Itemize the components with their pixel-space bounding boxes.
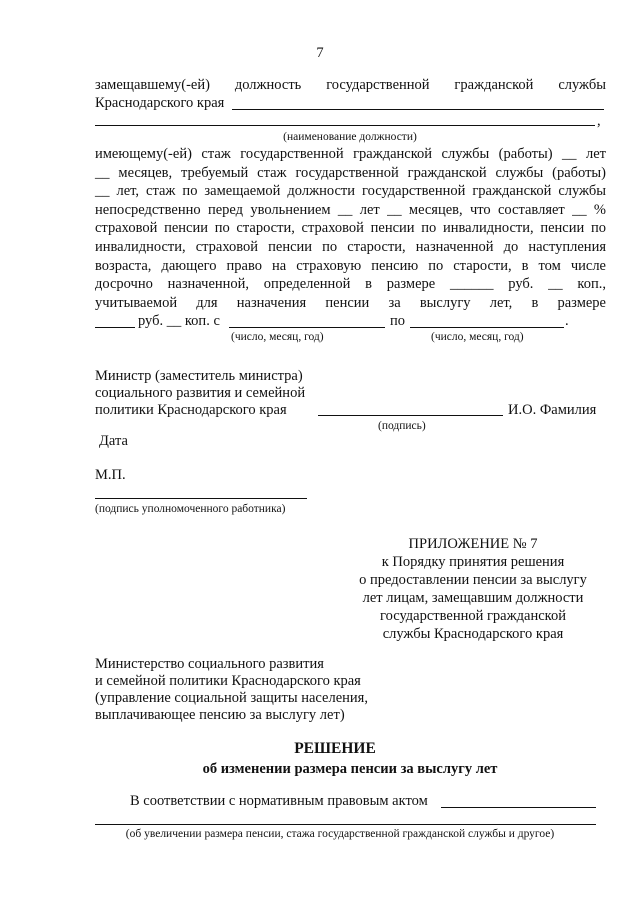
caption-date-to: (число, месяц, год) [431,331,524,343]
fill-line-legal-act-2 [95,824,596,825]
paragraph-line-8: досрочно назначенной, определенной в размере ______ руб. __ коп., [95,276,606,293]
appendix-line-4: государственной гражданской [380,608,566,624]
minister-line-2: социального развития и семейной [95,385,306,401]
ministry-line-2: и семейной политики Краснодарского края [95,673,361,689]
appendix-line-3: лет лицам, замещавшим должности [362,590,584,606]
stamp-label: М.П. [95,467,126,483]
paragraph-last-rub: руб. __ коп. с [138,313,220,329]
body-line-3-comma: , [597,113,601,129]
minister-line-3: политики Краснодарского края [95,402,287,418]
signature-line [318,415,503,416]
fill-line-legal-act-1 [441,807,596,808]
fill-line-date-from [229,327,385,328]
paragraph-line-7: возраста, дающего право на страховую пенсию по старости, в том числе [95,257,606,274]
decision-intro: В соответствии с нормативным правовым актом [130,793,428,809]
paragraph-last-po: по [390,313,406,329]
appendix-line-2: о предоставлении пенсии за выслугу [359,572,587,588]
decision-title: РЕШЕНИЕ [294,740,376,757]
appendix-line-5: службы Краснодарского края [382,626,564,642]
body-line-2: Краснодарского края [95,95,225,111]
minister-name: И.О. Фамилия [508,402,597,418]
page-number: 7 [316,45,324,61]
body-line-1: замещавшему(-ей) должность государственной гражданской службы [95,77,606,93]
decision-subtitle: об изменении размера пенсии за выслугу лет [202,761,498,777]
ministry-line-4: выплачивающее пенсию за выслугу лет) [95,707,345,723]
fill-line-position-2 [95,125,595,126]
paragraph-line-9: учитываемой для назначения пенсии за выслугу лет, в размере [95,294,606,311]
paragraph-line-5: страховой пенсии по старости, страховой пенсии по инвалидности, пенсии по [95,220,606,237]
caption-signature: (подпись) [378,420,426,432]
ministry-line-1: Министерство социального развития [95,656,324,672]
caption-position-name: (наименование должности) [283,131,417,143]
caption-date-from: (число, месяц, год) [231,331,324,343]
date-label: Дата [99,433,128,449]
fill-line-date-to [410,327,564,328]
paragraph-line-4: непосредственно перед увольнением __ лет __ месяцев, что составляет __ % [95,201,606,218]
caption-legal-act: (об увеличении размера пенсии, стажа государственной гражданской службы и другое) [125,828,555,840]
minister-line-1: Министр (заместитель министра) [95,368,303,384]
ministry-line-3: (управление социальной защиты населения, [95,690,368,706]
paragraph-line-1: имеющему(-ей) стаж государственной гражданской службы (работы) __ лет [95,146,606,162]
authorized-signature-line [95,498,307,499]
fill-line-amount [95,327,135,328]
paragraph-last-dot: . [565,313,569,329]
paragraph-line-3: __ лет, стаж по замещаемой должности государственной гражданской службы [95,183,606,200]
paragraph-line-2: __ месяцев, требуемый стаж государственной гражданской службы (работы) [95,164,606,181]
appendix-line-1: к Порядку принятия решения [381,554,565,570]
caption-authorized-signature: (подпись уполномоченного работника) [95,503,286,515]
appendix-title: ПРИЛОЖЕНИЕ № 7 [408,536,538,552]
fill-line-position-1 [232,109,604,110]
paragraph-line-6: инвалидности, страховой пенсии по старости, назначенной до наступления [95,239,606,255]
